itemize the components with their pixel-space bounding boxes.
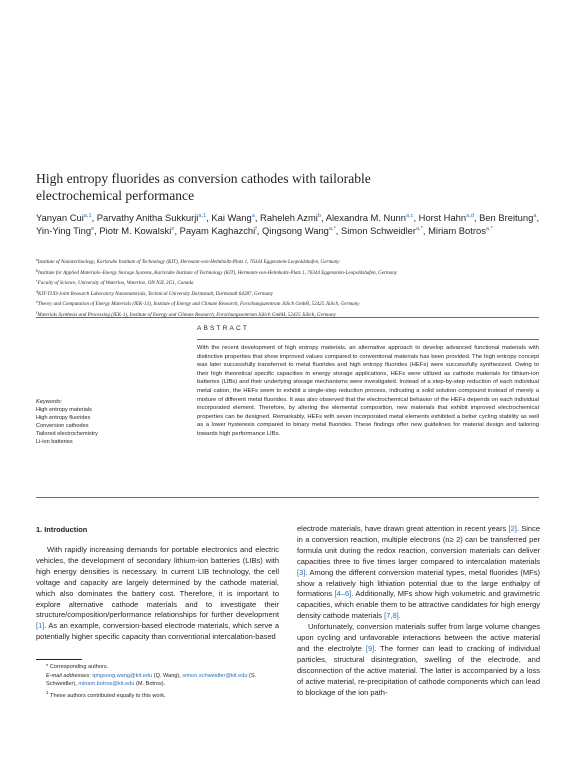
author-affiliation-mark[interactable]: a,*: [416, 226, 423, 233]
body-column-right: [297, 524, 540, 699]
abstract-rule: [197, 339, 539, 340]
affiliation-list: [36, 256, 546, 320]
abstract-heading: ABSTRACT: [197, 325, 249, 332]
affiliation-mark: e: [36, 299, 38, 305]
affiliation-text: Faculty of Science, University of Waterloo, Waterloo, ON N2L 3G1, Canada: [37, 280, 194, 287]
author-affiliation-mark[interactable]: e: [171, 226, 175, 233]
affiliation-text: Theory and Computation of Energy Materials (IEK-13), Institute of Energy and Climate Research, Forschungszentrum Jülich GmbH, 52425 Jülich, Germany: [37, 301, 360, 308]
body-paragraph: electrode materials, have drawn great attention in recent years [2]. Since in a conversion reaction, multiple electrons (n≥ 2) can be transferred per formula unit during the redox reaction, conversion materials can deliver capacities three to five times larger compared to intercalation materials [3]. Among the different conversion material types, metal fluorides (MFs) show a relatively high lithiation potential due to the large enthalpy of formations [4–6]. Additionally, MFs show high volumetric and gravimetric capacities, which enable them to be attractive candidates for high energy density cathode materials [7,8].: [297, 524, 540, 621]
author-affiliation-mark[interactable]: a,1: [198, 213, 207, 219]
author-affiliation-mark[interactable]: b: [317, 213, 322, 219]
author-name: Simon Schweidler: [340, 225, 417, 237]
author-name: Raheleh Azmi: [260, 212, 318, 223]
author-affiliation-mark[interactable]: a,1: [83, 213, 92, 219]
body-paragraph: Unfortunately, conversion materials suffer from large volume changes upon cycling and unfavorable interactions between the active material and the electrolyte [9]. The former can lead to cracking of individual particles, structural disintegration, swelling of the electrode, and disconnection of the active material. The latter is accompanied by a loss of active material, re-precipitation of cathode components which can lead to blockage of the ion path-: [297, 622, 540, 697]
affiliation-text: Materials Synthesis and Processing (IEK-1), Institute of Energy and Climate Research, Forschungszentrum Jülich GmbH, 52425 Jülich, Germany: [37, 311, 336, 318]
equal-contribution-note: [36, 689, 279, 700]
equal-contribution-mark: 1: [46, 689, 49, 695]
affiliation: [36, 267, 546, 278]
affiliation: [36, 288, 546, 299]
abstract-text: With the recent development of high entropy materials, an alternative approach to develop advanced functional materials with distinctive properties that show improved values compared to conventional materials has been provided. The high entropy concept was later successfully transferred to metal fluorides and high entropy fluorides (HEFs) were successfully synthesized. Owing to their high theoretical specific capacities in energy storage applications, HEFs were utilized as cathode materials for lithium-ion batteries (LIBs) and their underlying storage mechanisms were investigated. Instead of a step-by-step reduction of each individual metal cation, the HEFs seem to exhibit a single-step reduction process, indicating a solid solution compound instead of merely a mixture of different metal fluorides. It was also observed that the electrochemical behavior of the HEFs depends on each individual incorporated element. Therefore, by altering the elemental composition, new materials that exhibit improved electrochemical properties can be designed. Remarkably, HEFs with seven incorporated metal elements exhibited a better cycling stability as well as a lower hysteresis compared to binary metal fluorides. These findings offer new guidelines for material design and tailoring towards high performance LIBs.: [197, 345, 539, 437]
author-name: Yanyan Cui: [36, 212, 84, 223]
keywords-list: [36, 406, 176, 446]
affiliation: [36, 256, 546, 267]
article-title: High entropy fluorides as conversion cathodes with tailorable electrochemical performance: [36, 171, 371, 203]
author-name: Piotr M. Kowalski: [99, 225, 172, 237]
affiliation-text: Institute for Applied Materials–Energy Storage Systems, Karlsruhe Institute of Technology (KIT), Hermann-von-Helmholtz-Platz 1, 76344 Eggenstein-Leopoldshafen, Germany: [38, 269, 398, 276]
author-affiliation-mark[interactable]: a,*: [328, 226, 336, 233]
email-name-schweidler: (S. Schweidler),: [46, 672, 257, 688]
author-name: Parvathy Anitha Sukkurji: [96, 212, 199, 223]
citation-link[interactable]: [1]: [36, 621, 45, 631]
affiliation-mark: b: [36, 267, 38, 273]
citation-link[interactable]: [3]: [297, 567, 306, 577]
keyword: High entropy fluorides: [36, 415, 91, 422]
body-paragraph: With rapidly increasing demands for portable electronics and electric vehicles, the development of secondary lithium-ion batteries (LIBs) with high energy densities is necessary. In current LIB technology, the cell voltage and capacity are largely determined by the cathode material, which also dominates the battery cost. Therefore, it is important to explore alternative cathode materials and to investigate their structure/composition/performance relationships for further development [1]. As an example, conversion-based electrode materials, which serve a potentially higher specific capacity than conventional intercalation-based: [36, 545, 279, 642]
author-name: Miriam Botros: [428, 225, 486, 237]
author-affiliation-mark[interactable]: f: [255, 226, 257, 233]
keyword: High entropy materials: [36, 407, 92, 414]
affiliation-text: KIT-TUD-Joint Research Laboratory Nanomaterials, Technical University Darmstadt, Darmstadt 64287, Germany: [38, 290, 273, 297]
author-name: Ben Breitung: [479, 212, 534, 223]
keyword: Tailored electrochemistry: [36, 431, 98, 438]
author-list: Yanyan Cui$^{a,1}$, Parvathy Anitha Sukkurji$^{a,1}$, Kai Wang$^a$, Raheleh Azmi$^b$, Alexandra M. Nunn$^{a,c}$, Horst Hahn$^{a,d}$, Ben Breitung$^a$, Yin-Ying Ting$^e$, Piotr M. Kowalski$^e$, Payam Kaghazchi$^f$, Qingsong Wang$^{a,*}$, Simon Schweidler$^{a,*}$, Miriam Botros$^{a,*}$: [36, 212, 540, 237]
affiliation-mark: c: [36, 278, 38, 284]
equal-contribution-text: These authors contributed equally to this work.: [50, 692, 166, 699]
citation-link[interactable]: [2]: [508, 524, 517, 533]
citation-link[interactable]: [7,8]: [384, 611, 399, 621]
author-name: Payam Kaghazchi: [179, 225, 256, 237]
author-affiliation-mark[interactable]: a: [251, 213, 255, 219]
body-column-left: [36, 545, 279, 643]
citation-link[interactable]: [4–6]: [334, 589, 352, 599]
author-name: Kai Wang: [211, 212, 252, 223]
affiliation-text: Institute of Nanotechnology, Karlsruhe Institute of Technology (KIT), Hermann-von-Helmholtz-Platz 1, 76344 Eggenstein-Leopoldshafen, Germany: [37, 259, 340, 265]
author-name: Yin-Ying Ting: [36, 225, 92, 237]
author-name: Alexandra M. Nunn: [325, 212, 406, 223]
top-rule: [36, 317, 539, 318]
author-affiliation-mark[interactable]: a,c: [405, 213, 414, 219]
email-name-botros: (M. Botros).: [135, 681, 166, 688]
author-name: Horst Hahn: [418, 212, 467, 223]
affiliation-mark: d: [36, 288, 38, 294]
affiliation-mark: f: [36, 309, 38, 315]
email-note: [36, 672, 279, 689]
author-name: Qingsong Wang: [262, 225, 329, 237]
email-link-wang[interactable]: qingsong.wang@kit.edu: [92, 672, 153, 679]
corresponding-note: * Corresponding authors.: [46, 664, 109, 670]
email-link-botros[interactable]: miriam.botros@kit.edu: [78, 681, 135, 688]
section-heading: 1. Introduction: [36, 525, 88, 534]
affiliation: [36, 298, 546, 309]
email-name-wang: (Q. Wang),: [153, 672, 181, 679]
affiliation-mark: a: [36, 257, 38, 262]
author-affiliation-mark[interactable]: a,*: [485, 226, 493, 233]
footnotes: [36, 663, 279, 700]
author-affiliation-mark[interactable]: a,d: [466, 213, 474, 219]
author-affiliation-mark[interactable]: e: [91, 226, 95, 233]
keyword: Conversion cathodes: [36, 423, 89, 430]
bottom-rule: [36, 497, 539, 498]
affiliation: [36, 277, 546, 288]
email-label: E-mail addresses:: [46, 672, 91, 679]
keywords-block: [36, 398, 176, 447]
email-link-schweidler[interactable]: simon.schweidler@kit.edu: [182, 672, 248, 679]
author-affiliation-mark[interactable]: a: [533, 213, 537, 219]
keywords-heading: Keywords:: [36, 399, 63, 405]
keyword: Li-ion batteries: [36, 439, 73, 446]
citation-link[interactable]: [9]: [365, 643, 375, 653]
footnote-rule: [36, 659, 82, 660]
